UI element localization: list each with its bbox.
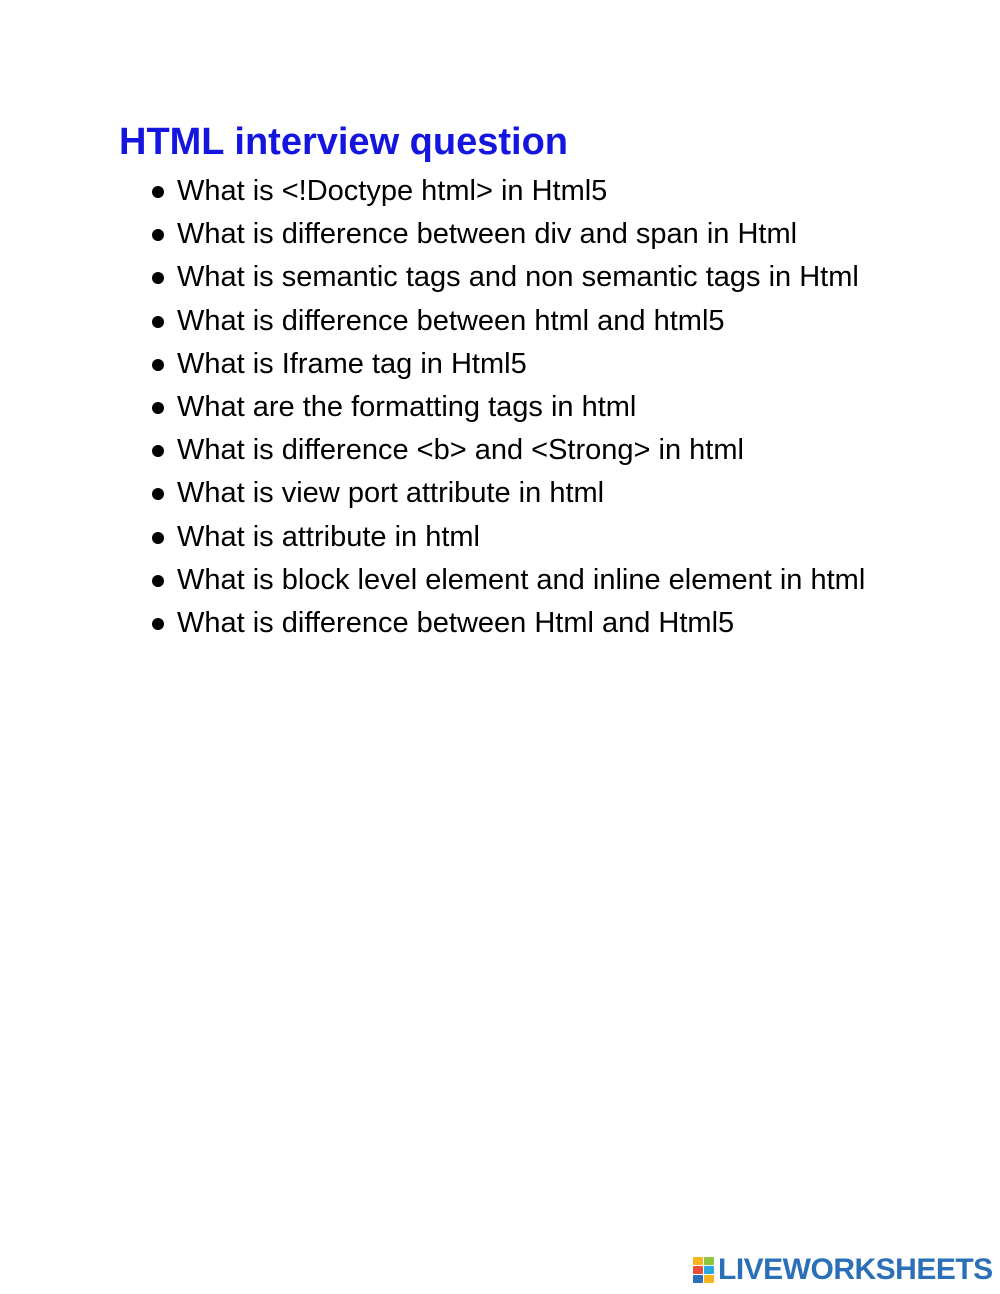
- bullet-icon: [152, 445, 164, 457]
- list-item: [148, 256, 908, 299]
- list-item: [148, 386, 908, 429]
- bullet-icon: [152, 359, 164, 371]
- brand-name: LIVEWORKSHEETS: [718, 1253, 993, 1286]
- question-text: What is <!Doctype html> in Html5: [177, 175, 608, 207]
- list-item: [148, 559, 908, 602]
- bullet-icon: [152, 618, 164, 630]
- bullet-icon: [152, 575, 164, 587]
- question-text: What is difference between Html and Html5: [177, 607, 735, 640]
- list-item: [148, 602, 908, 645]
- question-text: What is difference between html and html5: [177, 304, 725, 337]
- question-list: [148, 170, 908, 645]
- list-item: [148, 213, 908, 256]
- bullet-icon: [152, 316, 164, 328]
- liveworksheets-logo-icon: [693, 1257, 715, 1283]
- liveworksheets-brand: [693, 1255, 993, 1285]
- bullet-icon: [152, 229, 164, 241]
- page-title: HTML interview question: [119, 121, 569, 163]
- bullet-icon: [152, 272, 164, 284]
- list-item: [148, 516, 908, 559]
- question-text: What is Iframe tag in Html5: [177, 347, 527, 380]
- question-text: What is attribute in html: [177, 520, 480, 553]
- question-text: What is difference between div and span in Html: [177, 218, 798, 251]
- bullet-icon: [152, 402, 164, 414]
- question-text: What are the formatting tags in html: [177, 391, 637, 424]
- question-text: What is block level element and inline element in html: [177, 563, 866, 596]
- bullet-icon: [152, 186, 164, 198]
- list-item: [148, 429, 908, 472]
- bullet-icon: [152, 488, 164, 500]
- question-text: What is difference <b> and <Strong> in html: [177, 434, 744, 467]
- question-text: What is semantic tags and non semantic tags in Html: [177, 261, 859, 294]
- list-item: [148, 472, 908, 515]
- list-item: [148, 343, 908, 386]
- bullet-icon: [152, 532, 164, 544]
- list-item: [148, 300, 908, 343]
- list-item: [148, 170, 908, 213]
- question-text: What is view port attribute in html: [177, 477, 605, 510]
